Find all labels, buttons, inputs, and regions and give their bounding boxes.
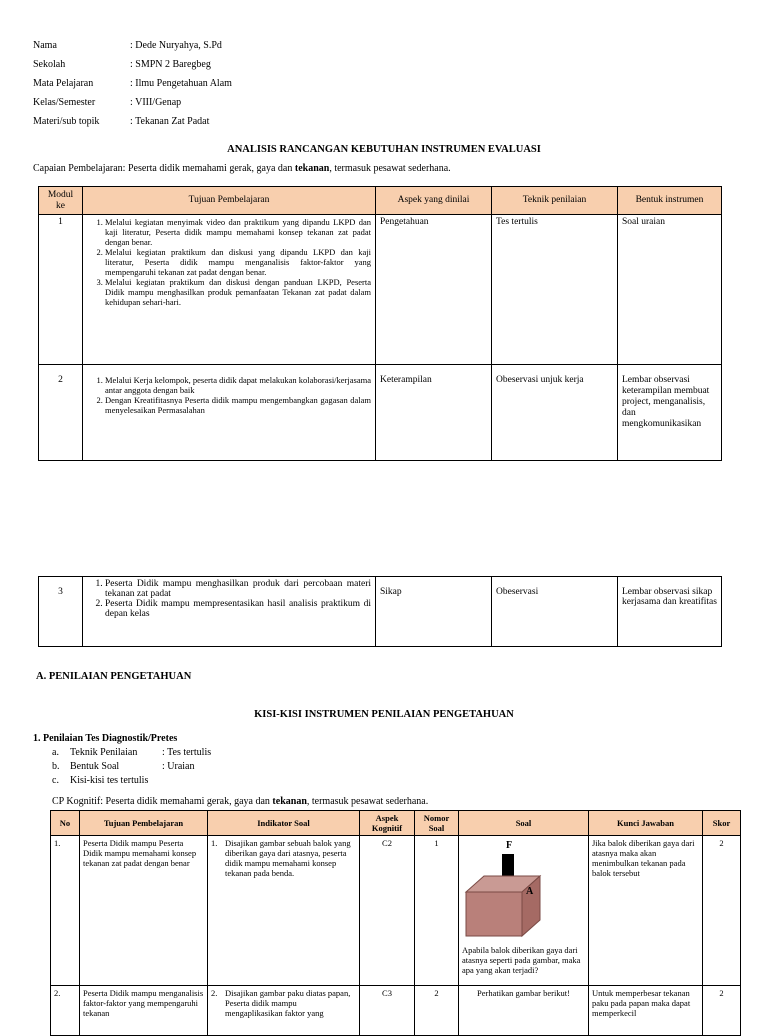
header-soal: Soal: [459, 811, 589, 836]
table-row: [51, 986, 741, 1036]
block-force-illustration: [462, 838, 586, 943]
info-value: : Tekanan Zat Padat: [130, 116, 210, 127]
header-modul: Modul ke: [39, 187, 83, 215]
header-nomor-soal: Nomor Soal: [415, 811, 459, 836]
detail-label: Teknik Penilaian: [70, 747, 138, 758]
list-item: 2. Melalui kegiatan praktikum dan diskusi yang dipandu LKPD dan kaji literatur, Peserta didik mampu menganalisis faktor-faktor yang mempengaruhi tekanan zat padat dengan benar.: [105, 247, 371, 277]
assessment-details: [52, 746, 211, 788]
aspek-cell: Keterampilan: [376, 365, 492, 461]
info-label: Nama: [33, 40, 57, 51]
row-number: 1.: [51, 836, 80, 986]
info-row-sekolah: [33, 55, 232, 74]
info-label: Sekolah: [33, 59, 66, 70]
header-bentuk: Bentuk instrumen: [618, 187, 722, 215]
list-marker: b.: [52, 761, 60, 772]
bentuk-cell: Lembar observasi sikap kerjasama dan kreatifitas: [618, 577, 722, 647]
tujuan-cell: Peserta Didik mampu menganalisis faktor-faktor yang mempengaruhi tekanan: [80, 986, 208, 1036]
header-aspek: Aspek yang dinilai: [376, 187, 492, 215]
aspek-cell: C2: [360, 836, 415, 986]
indikator-cell: [208, 836, 360, 986]
list-item: 1. Peserta Didik mampu menghasilkan produk dari percobaan materi tekanan zat padat: [105, 579, 371, 599]
header-kunci: Kunci Jawaban: [589, 811, 703, 836]
table-row: [39, 215, 722, 365]
table-row: [39, 365, 722, 461]
cp-text-before: CP Kognitif: Peserta didik memahami gerak, gaya dan: [52, 796, 273, 807]
cp-text-bold: tekanan: [294, 163, 330, 174]
table-row: [39, 577, 722, 647]
info-label: Kelas/Semester: [33, 97, 96, 108]
section-heading: A. PENILAIAN PENGETAHUAN: [36, 671, 192, 682]
list-item: 2. Dengan Kreatifitasnya Peserta didik mampu mengembangkan gagasan dalam menyelesaikan Permasalahan: [105, 395, 371, 415]
info-row-kelas: [33, 93, 232, 112]
header-tujuan: Tujuan Pembelajaran: [80, 811, 208, 836]
info-label: Mata Pelajaran: [33, 78, 94, 89]
bentuk-cell: Soal uraian: [618, 215, 722, 365]
area-label: A: [526, 886, 534, 897]
kunci-cell: Untuk memperbesar tekanan paku pada papan maka dapat memperkecil: [589, 986, 703, 1036]
cp-kognitif: [52, 796, 428, 807]
document-title: ANALISIS RANCANGAN KEBUTUHAN INSTRUMEN EVALUASI: [227, 144, 541, 155]
tujuan-cell: Peserta Didik mampu Peserta Didik mampu memahami konsep tekanan zat padat dengan benar: [80, 836, 208, 986]
kunci-cell: Jika balok diberikan gaya dari atasnya maka akan menimbulkan tekanan pada balok tersebut: [589, 836, 703, 986]
aspek-cell: Sikap: [376, 577, 492, 647]
analysis-table-continued: [38, 576, 722, 647]
list-marker: 1.: [211, 838, 218, 848]
list-item: 1. Melalui Kerja kelompok, peserta didik dapat melakukan kolaborasi/kerjasama antar anggota dengan baik: [105, 375, 371, 395]
list-item: [52, 760, 211, 774]
info-value: : Dede Nuryahya, S.Pd: [130, 40, 222, 51]
info-value: : VIII/Genap: [130, 97, 182, 108]
nomor-cell: 2: [415, 986, 459, 1036]
cp-text-after: , termasuk pesawat sederhana.: [306, 796, 429, 807]
nomor-cell: 1: [415, 836, 459, 986]
list-item: [52, 774, 211, 788]
capaian-pembelajaran: [33, 163, 451, 174]
tujuan-cell: [83, 577, 376, 647]
skor-cell: 2: [703, 836, 741, 986]
aspek-cell: C3: [360, 986, 415, 1036]
list-marker: a.: [52, 747, 59, 758]
detail-label: Kisi-kisi tes tertulis: [70, 775, 149, 786]
kisi-kisi-title: KISI-KISI INSTRUMEN PENILAIAN PENGETAHUAN: [254, 709, 514, 720]
list-item: [52, 746, 211, 760]
subsection-heading: 1. Penilaian Tes Diagnostik/Pretes: [33, 733, 178, 744]
row-number: 2.: [51, 986, 80, 1036]
info-row-nama: [33, 36, 232, 55]
header-skor: Skor: [703, 811, 741, 836]
cp-text-bold: tekanan: [272, 796, 307, 807]
info-label: Materi/sub topik: [33, 116, 100, 127]
aspek-cell: Pengetahuan: [376, 215, 492, 365]
detail-value: : Tes tertulis: [162, 747, 212, 758]
info-row-materi: [33, 112, 232, 131]
header-indikator: Indikator Soal: [208, 811, 360, 836]
skor-cell: 2: [703, 986, 741, 1036]
list-marker: c.: [52, 775, 59, 786]
identity-block: [33, 36, 232, 131]
indikator-text: Disajikan gambar sebuah balok yang diberikan gaya dari atasnya, peserta didik mampu memahami konsep tekanan pada benda.: [225, 838, 351, 878]
cp-text-before: Capaian Pembelajaran: Peserta didik memahami gerak, gaya dan: [33, 163, 295, 174]
indikator-text: Disajikan gambar paku diatas papan, Peserta didik mampu mengaplikasikan faktor yang: [225, 988, 351, 1018]
tujuan-cell: [83, 365, 376, 461]
soal-cell: [459, 836, 589, 986]
header-teknik: Teknik penilaian: [492, 187, 618, 215]
detail-value: : Uraian: [162, 761, 195, 772]
force-label: F: [506, 840, 513, 851]
header-no: No: [51, 811, 80, 836]
teknik-cell: Obeservasi unjuk kerja: [492, 365, 618, 461]
bentuk-cell: Lembar observasi keterampilan membuat project, menganalisis, dan mengkomunikasikan: [618, 365, 722, 461]
info-value: : SMPN 2 Baregbeg: [130, 59, 211, 70]
analysis-table: [38, 186, 722, 461]
soal-text: Apabila balok diberikan gaya dari atasnya seperti pada gambar, maka apa yang akan terjadi?: [462, 945, 581, 975]
list-item: 2. Peserta Didik mampu mempresentasikan hasil analisis praktikum di depan kelas: [105, 599, 371, 619]
modul-number: 2: [39, 365, 83, 461]
list-marker: 2.: [211, 988, 218, 998]
modul-number: 1: [39, 215, 83, 365]
soal-cell: Perhatikan gambar berikut!: [459, 986, 589, 1036]
block-front-face: [466, 892, 522, 936]
indikator-cell: [208, 986, 360, 1036]
list-item: 1. Melalui kegiatan menyimak video dan praktikum yang dipandu LKPD dan kaji literatur, Peserta didik mampu memahami konsep tekanan zat padat dengan benar.: [105, 217, 371, 247]
cp-text-after: , termasuk pesawat sederhana.: [329, 163, 451, 174]
header-aspek-kognitif: Aspek Kognitif: [360, 811, 415, 836]
kisi-kisi-table: [50, 810, 741, 1036]
table-row: [51, 836, 741, 986]
tujuan-cell: [83, 215, 376, 365]
arrow-shaft: [502, 854, 514, 876]
modul-number: 3: [39, 577, 83, 647]
teknik-cell: Obeservasi: [492, 577, 618, 647]
detail-label: Bentuk Soal: [70, 761, 120, 772]
teknik-cell: Tes tertulis: [492, 215, 618, 365]
info-value: : Ilmu Pengetahuan Alam: [130, 78, 232, 89]
list-item: 3. Melalui kegiatan praktikum dan diskusi dengan panduan LKPD, Peserta Didik mampu menghasilkan produk pemanfaatan Tekanan zat padat dalam kehidupan sehari-hari.: [105, 277, 371, 307]
header-tujuan: Tujuan Pembelajaran: [83, 187, 376, 215]
info-row-mapel: [33, 74, 232, 93]
